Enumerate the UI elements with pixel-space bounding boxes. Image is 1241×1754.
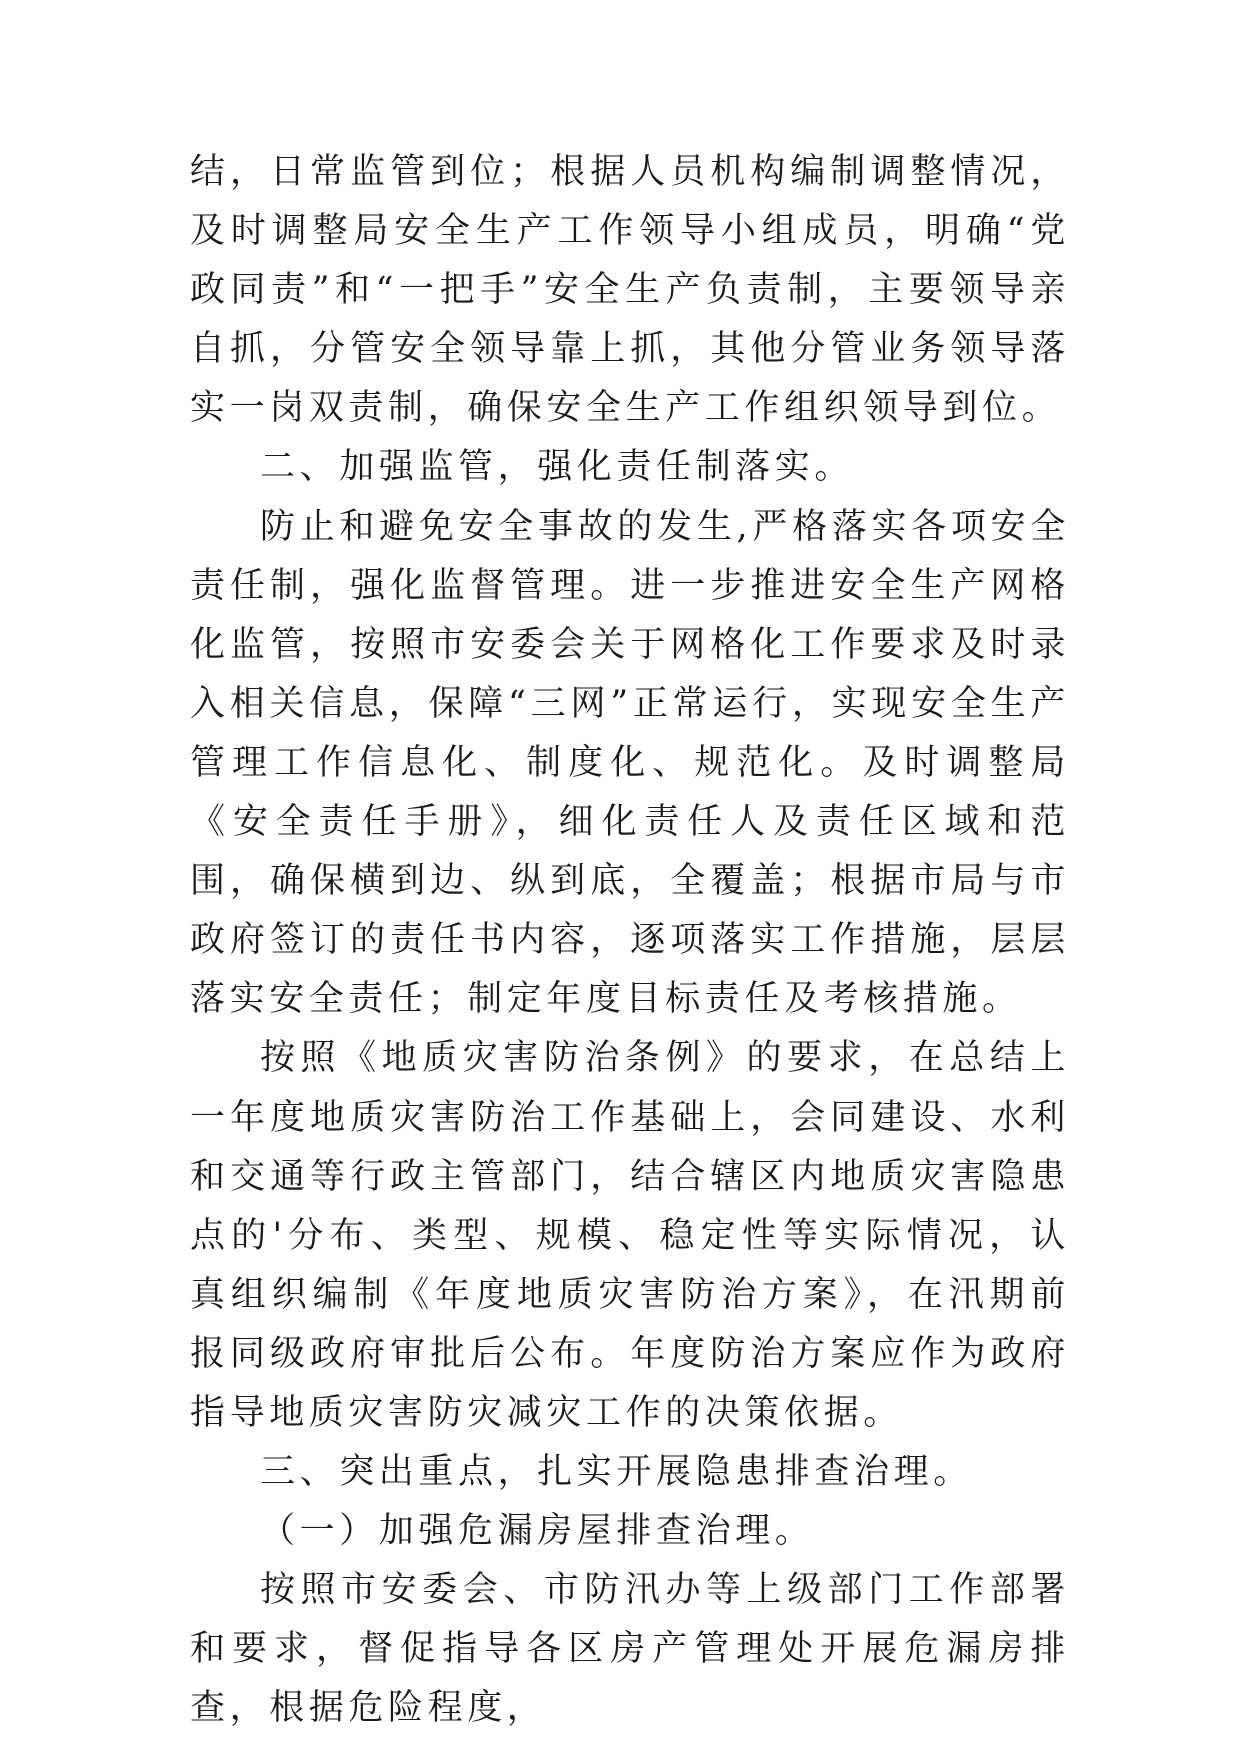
section-heading-3: 三、突出重点，扎实开展隐患排查治理。 (260, 1452, 973, 1493)
section-heading-2: 二、加强监管，强化责任制落实。 (260, 447, 855, 488)
subsection-heading-1: （一）加强危漏房屋排查治理。 (260, 1511, 815, 1552)
paragraph-supervision: 防止和避免安全事故的发生,严格落实各项安全责任制，强化监督管理。进一步推进安全生产网格化监管，按照市安委会关于网格化工作要求及时录入相关信息，保障“三网”正常运行，实现安全生产管理工作信息化、制度化、规范化。及时调整局《安全责任手册》，细化责任人及责任区域和范围，确保横到边、纵到底，全覆盖；根据市局与市政府签订的责任书内容，逐项落实工作措施，层层落实安全责任；制定年度目标责任及考核措施。 (190, 506, 1070, 1020)
document-body (190, 143, 1070, 1739)
paragraph-geological-disaster: 按照《地质灾害防治条例》的要求，在总结上一年度地质灾害防治工作基础上，会同建设、水利和交通等行政主管部门，结合辖区内地质灾害隐患点的'分布、类型、规模、稳定性等实际情况，认真组织编制《年度地质灾害防治方案》，在汛期前报同级政府审批后公布。年度防治方案应作为政府指导地质灾害防灾减灾工作的决策依据。 (190, 1038, 1070, 1433)
paragraph-continuation: 结，日常监管到位；根据人员机构编制调整情况，及时调整局安全生产工作领导小组成员，明确“党政同责”和“一把手”安全生产负责制，主要领导亲自抓，分管安全领导靠上抓，其他分管业务领导落实一岗双责制，确保安全生产工作组织领导到位。 (190, 152, 1070, 429)
paragraph-dangerous-housing: 按照市安委会、市防汛办等上级部门工作部署和要求，督促指导各区房产管理处开展危漏房排查，根据危险程度， (190, 1570, 1070, 1729)
